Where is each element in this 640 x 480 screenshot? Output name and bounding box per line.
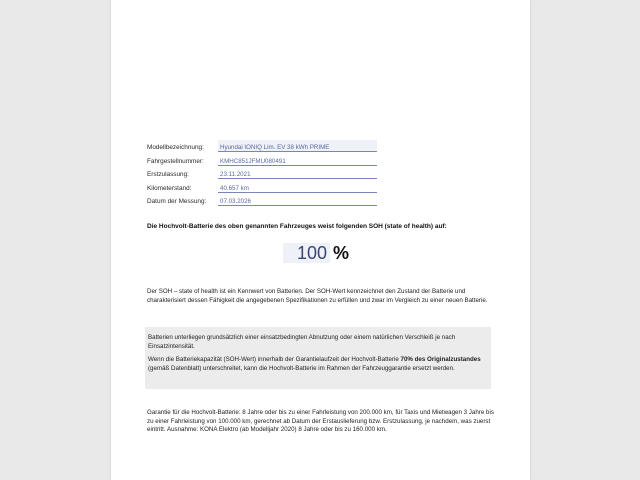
warranty-condition-text [148, 356, 484, 373]
field-value[interactable]: 40.657 km [220, 184, 249, 192]
field-label: Modellbezeichnung: [147, 144, 204, 152]
field-value[interactable]: 07.03.2026 [220, 197, 251, 205]
warranty-threshold: 70% des Originalzustandes [400, 356, 481, 363]
soh-unit: % [333, 242, 350, 263]
field-label: Erstzulassung: [147, 171, 189, 179]
field-value[interactable]: 23.11.2021 [220, 171, 251, 179]
warranty-terms: Garantie für die Hochvolt-Batterie: 8 Jahre oder bis zu einer Fahrleistung von 200.000 km, für Taxis und Mietwagen 3 Jahre bis zu einer Fahrleistung von 100.000 km, gerechnet ab Datum der Erstauslieferung bzw. Erstzulassung, je nachdem, was zuerst eintritt. Ausnahme: KONA Elektro (ab Modelljahr 2020) 8 Jahre oder bis zu 160.000 km. [147, 409, 494, 434]
field-model [147, 139, 377, 152]
field-vin [147, 152, 377, 165]
wear-notice-text: Batterien unterliegen grundsätzlich einer einsatzbedingten Abnutzung oder einem natürlichen Verschleiß je nach Einsatzintensität. [148, 334, 456, 350]
vehicle-fields [147, 139, 377, 206]
warranty-condition-end: (gemäß Datenblatt) unterschreitet, kann die Hochvolt-Batterie im Rahmen der Fahrzeuggarantie ersetzt werden. [148, 364, 455, 372]
field-value[interactable]: Hyundai IONIQ Lim. EV 38 kWh PRIME [220, 144, 330, 152]
soh-display [283, 242, 353, 264]
wear-notice-box [145, 327, 491, 389]
field-value[interactable]: KMHC851JFMU080491 [220, 157, 286, 165]
field-first-registration [147, 166, 377, 179]
soh-explanation: Der SOH – state of health ist ein Kennwert von Batterien. Der SOH-Wert kennzeichnet den Zustand der Batterie und charakterisiert dessen Fähigkeit die angegebenen Spezifikationen zu erfüllen und zwar im Vergleich zu einer neuen Batterie. [147, 288, 488, 304]
field-measurement-date [147, 193, 377, 206]
field-mileage [147, 179, 377, 192]
field-label: Fahrgestellnummer: [147, 157, 204, 165]
field-label: Datum der Messung: [147, 197, 207, 205]
soh-headline: Die Hochvolt-Batterie des oben genannten Fahrzeuges weist folgenden SOH (state of health) auf: [147, 223, 447, 230]
soh-value[interactable]: 100 [283, 243, 330, 263]
document-page [111, 0, 530, 480]
field-label: Kilometerstand: [147, 184, 192, 192]
field-underline [218, 205, 377, 206]
warranty-condition-start: Wenn die Batteriekapazität (SOH-Wert) innerhalb der Garantielaufzeit der Hochvolt-Batterie [148, 356, 401, 363]
